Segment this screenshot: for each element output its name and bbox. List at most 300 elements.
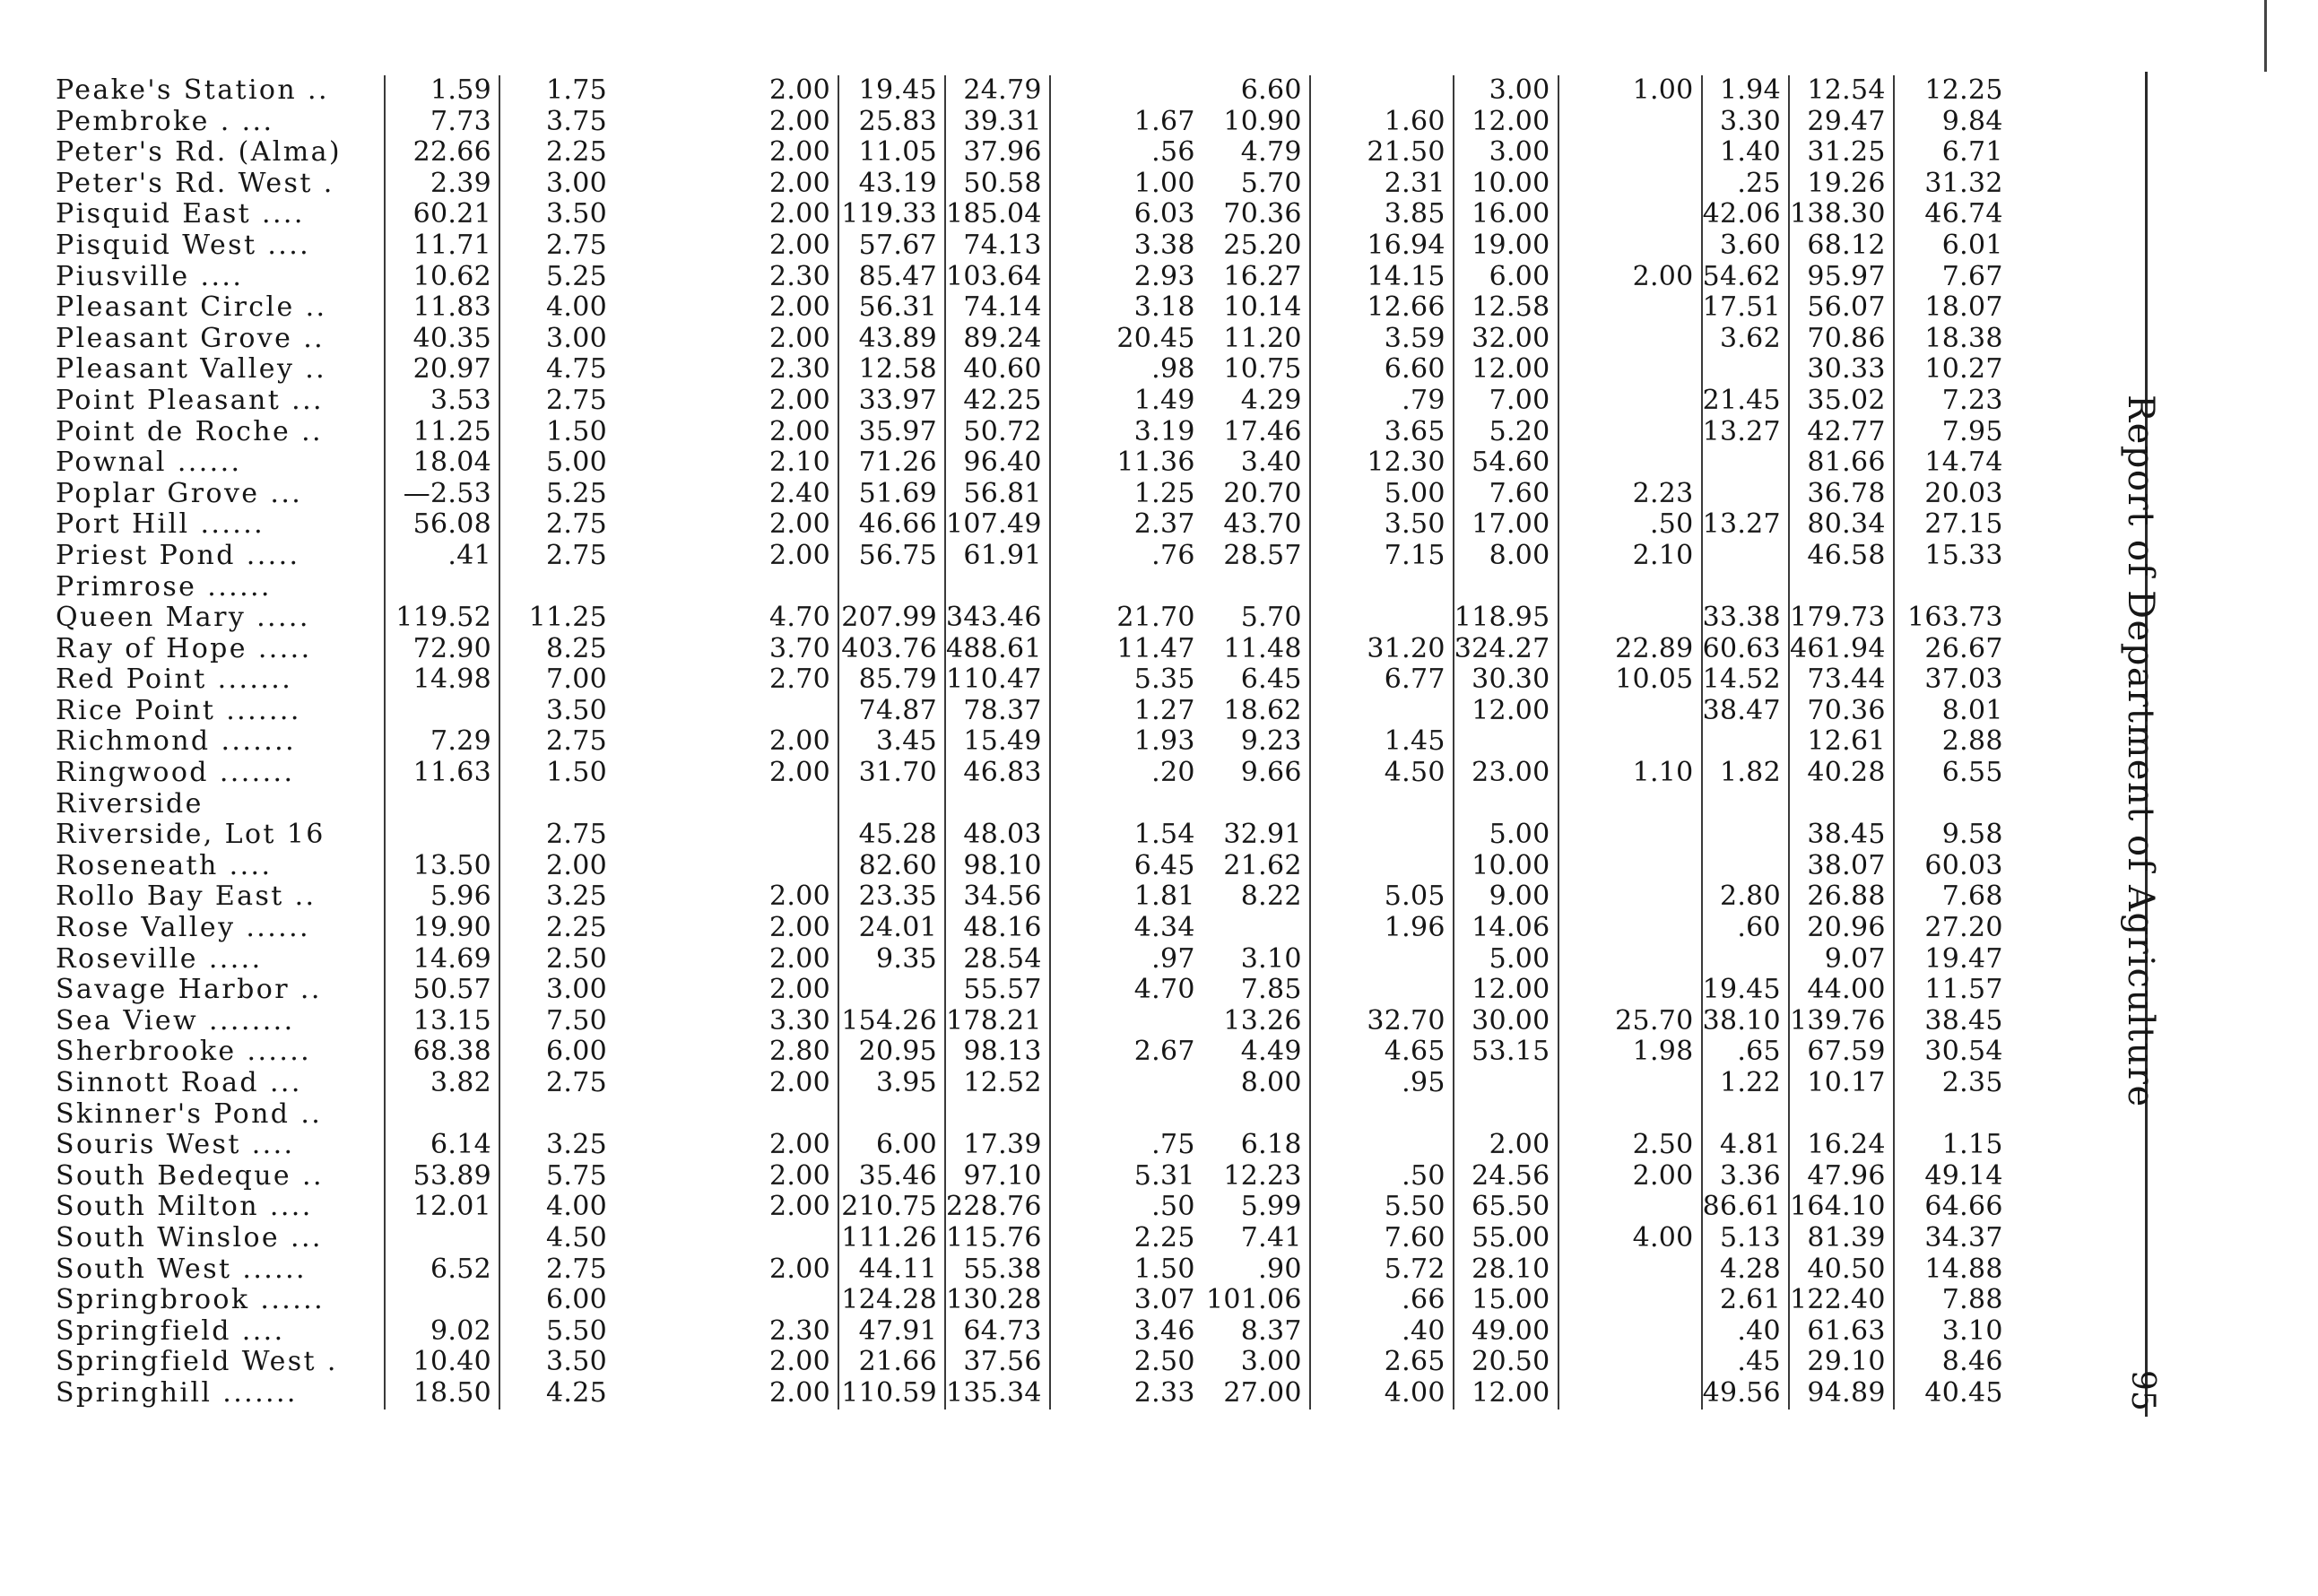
amount-cell-c3: 2.00 xyxy=(713,75,838,107)
amount-cell-c6: 21.70 xyxy=(1116,603,1195,634)
column-gap xyxy=(614,881,670,913)
column-gap xyxy=(614,262,670,293)
amount-cell-c5: 64.73 xyxy=(945,1316,1050,1348)
amount-cell-c13: 10.27 xyxy=(1924,354,2003,386)
amount-cell-c13: 37.03 xyxy=(1924,664,2003,696)
amount-cell-c6: 1.93 xyxy=(1133,726,1195,758)
locality-name: Pleasant Valley .. xyxy=(56,354,385,386)
column-gap xyxy=(614,1316,670,1348)
column-gap xyxy=(670,603,713,634)
amount-cell-c1 xyxy=(385,1285,499,1316)
amount-cell-c13: 6.71 xyxy=(1941,137,2003,169)
amount-cell-c5: 98.13 xyxy=(945,1037,1050,1068)
amount-cell-c12 xyxy=(1789,572,1894,603)
locality-name: Rose Valley ...... xyxy=(56,913,385,944)
column-gap xyxy=(670,1099,713,1131)
amount-cell-c3 xyxy=(713,1285,838,1316)
amount-cell-c6: 4.34 xyxy=(1133,913,1195,944)
amount-cell-c9: 3.00 xyxy=(1454,75,1558,107)
amount-cell-c5: 48.16 xyxy=(945,913,1050,944)
column-gap xyxy=(614,417,670,448)
amount-cell-c11 xyxy=(1702,1099,1789,1131)
amount-cell-c3: 2.00 xyxy=(713,1378,838,1410)
amount-cell-c12: 40.50 xyxy=(1789,1254,1894,1286)
amount-cell-c3: 4.70 xyxy=(713,603,838,634)
amount-cell-c4: 23.35 xyxy=(838,881,945,913)
column-gap xyxy=(614,1347,670,1378)
amount-cell-c6: 2.37 xyxy=(1133,509,1195,541)
amount-cell-c3: 2.00 xyxy=(713,417,838,448)
amount-cell-c3: 2.00 xyxy=(713,758,838,789)
amount-cell-c11 xyxy=(1702,726,1789,758)
amount-cell-c1: 18.50 xyxy=(385,1378,499,1410)
amount-cell-c2: 2.25 xyxy=(546,137,607,169)
amount-cell-c4: 45.28 xyxy=(838,820,945,851)
locality-name: Pleasant Grove .. xyxy=(56,324,385,355)
amount-cell-c5: 89.24 xyxy=(945,324,1050,355)
amount-cell-c2: 7.50 xyxy=(546,1005,607,1037)
amount-cell-c7: 5.70 xyxy=(1202,603,1310,634)
amount-cell-c8: .66 xyxy=(1310,1285,1454,1316)
amount-cell-c13: 3.10 xyxy=(1941,1315,2003,1347)
amount-cell-c1: 53.89 xyxy=(385,1161,499,1193)
table-row xyxy=(56,479,2010,510)
table-row xyxy=(56,386,2010,417)
amount-cell-c4: 46.66 xyxy=(838,509,945,541)
amount-cell-c8: 12.66 xyxy=(1310,292,1454,324)
column-gap xyxy=(614,169,670,200)
amount-cell-c8: 7.15 xyxy=(1310,541,1454,572)
amount-cell-c11: 19.45 xyxy=(1702,975,1789,1006)
table-row xyxy=(56,230,2010,262)
table-row xyxy=(56,324,2010,355)
amount-cell-c7: 10.90 xyxy=(1202,107,1310,138)
amount-cell-c4 xyxy=(838,975,945,1006)
amount-cell-c4: 35.46 xyxy=(838,1161,945,1193)
amount-cell-c12: 31.25 xyxy=(1789,137,1894,169)
amount-cell-c11: 3.30 xyxy=(1702,107,1789,138)
amount-cell-c6 xyxy=(1050,1006,1202,1037)
amount-cell-c9: 30.00 xyxy=(1454,1006,1558,1037)
locality-name: Ringwood ....... xyxy=(56,758,385,789)
locality-name: Peake's Station .. xyxy=(56,75,385,107)
column-gap xyxy=(670,199,713,230)
amount-cell-c11: 3.60 xyxy=(1702,230,1789,262)
amount-cell-c5: 34.56 xyxy=(945,881,1050,913)
column-gap xyxy=(614,1161,670,1193)
column-gap xyxy=(614,975,670,1006)
amount-cell-c11: 3.62 xyxy=(1702,324,1789,355)
amount-cell-c1: 6.14 xyxy=(385,1130,499,1161)
amount-cell-c10: 1.00 xyxy=(1558,75,1702,107)
amount-cell-c5: 78.37 xyxy=(945,696,1050,727)
amount-cell-c11: 17.51 xyxy=(1702,292,1789,324)
amount-cell-c12: 9.07 xyxy=(1789,944,1894,976)
amount-cell-c7: 20.70 xyxy=(1202,479,1310,510)
amount-cell-c11: 4.81 xyxy=(1702,1130,1789,1161)
column-gap xyxy=(670,851,713,882)
column-gap xyxy=(670,107,713,138)
table-row xyxy=(56,1161,2010,1193)
locality-name: Savage Harbor .. xyxy=(56,975,385,1006)
amount-cell-c8 xyxy=(1310,1099,1454,1131)
amount-cell-c13: 2.88 xyxy=(1941,726,2003,758)
running-title: Report of Department of Agriculture xyxy=(2120,395,2161,1108)
amount-cell-c4: 71.26 xyxy=(838,447,945,479)
amount-cell-c1: 2.39 xyxy=(385,169,499,200)
amount-cell-c10 xyxy=(1558,603,1702,634)
locality-name: Point de Roche .. xyxy=(56,417,385,448)
amount-cell-c2: 2.75 xyxy=(546,820,607,851)
amount-cell-c13: 7.68 xyxy=(1941,881,2003,913)
amount-cell-c5: 24.79 xyxy=(945,75,1050,107)
amount-cell-c8: 2.65 xyxy=(1310,1347,1454,1378)
amount-cell-c5: 97.10 xyxy=(945,1161,1050,1193)
amount-cell-c5: 48.03 xyxy=(945,820,1050,851)
amount-cell-c2: 8.25 xyxy=(546,633,607,664)
amount-cell-c9: 14.06 xyxy=(1454,913,1558,944)
amount-cell-c5: 40.60 xyxy=(945,354,1050,386)
amount-cell-c9: 32.00 xyxy=(1454,324,1558,355)
column-gap xyxy=(614,354,670,386)
amount-cell-c9: 20.50 xyxy=(1454,1347,1558,1378)
amount-cell-c13: 19.47 xyxy=(1924,943,2003,975)
amount-cell-c5: 61.91 xyxy=(945,541,1050,572)
column-gap xyxy=(614,479,670,510)
amount-cell-c8 xyxy=(1310,75,1454,107)
amount-cell-c5: 178.21 xyxy=(945,1006,1050,1037)
amount-cell-c6 xyxy=(1050,1068,1202,1099)
locality-name: Pisquid East .... xyxy=(56,199,385,230)
amount-cell-c7: 8.22 xyxy=(1202,881,1310,913)
column-gap xyxy=(614,944,670,976)
amount-cell-c8: 7.60 xyxy=(1310,1223,1454,1254)
column-gap xyxy=(670,758,713,789)
amount-cell-c7: 17.46 xyxy=(1202,417,1310,448)
amount-cell-c6: 1.27 xyxy=(1133,695,1195,726)
amount-cell-c6: 3.46 xyxy=(1133,1315,1195,1347)
amount-cell-c10 xyxy=(1558,417,1702,448)
amount-cell-c2: 2.75 xyxy=(546,509,607,541)
amount-cell-c1: 11.63 xyxy=(385,758,499,789)
amount-cell-c1 xyxy=(385,789,499,820)
amount-cell-c10: 2.50 xyxy=(1558,1130,1702,1161)
amount-cell-c2: 5.25 xyxy=(546,261,607,292)
amount-cell-c13: 163.73 xyxy=(1906,603,2003,634)
column-gap xyxy=(614,789,670,820)
amount-cell-c3: 2.00 xyxy=(713,292,838,324)
column-gap xyxy=(670,634,713,665)
locality-name: Pembroke . ... xyxy=(56,107,385,138)
column-gap xyxy=(670,169,713,200)
table-row xyxy=(56,262,2010,293)
amount-cell-c5: 37.96 xyxy=(945,137,1050,169)
table-row xyxy=(56,1068,2010,1099)
amount-cell-c13: 8.01 xyxy=(1941,695,2003,726)
locality-name: South Milton .... xyxy=(56,1192,385,1223)
amount-cell-c9: 17.00 xyxy=(1454,509,1558,541)
amount-cell-c8: 1.96 xyxy=(1310,913,1454,944)
column-gap xyxy=(670,354,713,386)
amount-cell-c7: 9.66 xyxy=(1202,758,1310,789)
amount-cell-c9: 19.00 xyxy=(1454,230,1558,262)
amount-cell-c13: 9.84 xyxy=(1941,106,2003,137)
amount-cell-c8: 21.50 xyxy=(1310,137,1454,169)
amount-cell-c11: 33.38 xyxy=(1702,603,1789,634)
amount-cell-c9: 7.00 xyxy=(1454,386,1558,417)
amount-cell-c2: 3.00 xyxy=(546,975,607,1006)
amount-cell-c6: .76 xyxy=(1151,540,1195,571)
amount-cell-c2 xyxy=(499,1099,614,1131)
amount-cell-c11 xyxy=(1702,820,1789,851)
amount-cell-c11: .65 xyxy=(1702,1037,1789,1068)
amount-cell-c11: 1.22 xyxy=(1702,1068,1789,1099)
column-gap xyxy=(614,509,670,541)
amount-cell-c5: 110.47 xyxy=(945,664,1050,696)
amount-cell-c13: 1.15 xyxy=(1941,1130,2003,1161)
amount-cell-c13: 30.54 xyxy=(1924,1037,2003,1068)
amount-cell-c8: 31.20 xyxy=(1310,634,1454,665)
amount-cell-c5: 50.58 xyxy=(945,169,1050,200)
column-gap xyxy=(614,1099,670,1131)
amount-cell-c11 xyxy=(1702,572,1789,603)
column-gap xyxy=(670,944,713,976)
amount-cell-c8: .50 xyxy=(1310,1161,1454,1193)
amount-cell-c8: 4.65 xyxy=(1310,1037,1454,1068)
locality-name: Port Hill ...... xyxy=(56,509,385,541)
amount-cell-c3: 2.00 xyxy=(713,137,838,169)
amount-cell-c12: 29.10 xyxy=(1789,1347,1894,1378)
amount-cell-c3: 2.00 xyxy=(713,199,838,230)
amount-cell-c4: 9.35 xyxy=(838,944,945,976)
amount-cell-c3: 2.00 xyxy=(713,881,838,913)
amount-cell-c1: 19.90 xyxy=(385,913,499,944)
amount-cell-c1: 3.82 xyxy=(385,1068,499,1099)
amount-cell-c3: 2.00 xyxy=(713,913,838,944)
amount-cell-c7 xyxy=(1202,1099,1310,1131)
amount-cell-c11: 42.06 xyxy=(1702,199,1789,230)
amount-cell-c3: 2.40 xyxy=(713,479,838,510)
table-row xyxy=(56,820,2010,851)
amount-cell-c7: 7.85 xyxy=(1202,975,1310,1006)
amount-cell-c7: 27.00 xyxy=(1202,1378,1310,1410)
amount-cell-c6: 1.50 xyxy=(1133,1253,1195,1285)
amount-cell-c4: 25.83 xyxy=(838,107,945,138)
amount-cell-c1: 5.96 xyxy=(385,881,499,913)
column-gap xyxy=(670,1316,713,1348)
amount-cell-c12: 46.58 xyxy=(1789,541,1894,572)
amount-cell-c13: 18.07 xyxy=(1924,292,2003,324)
amount-cell-c3 xyxy=(713,820,838,851)
amount-cell-c1: 10.40 xyxy=(385,1347,499,1378)
amount-cell-c3: 2.00 xyxy=(713,1130,838,1161)
amount-cell-c13: 18.38 xyxy=(1924,323,2003,354)
amount-cell-c3: 2.00 xyxy=(713,509,838,541)
amount-cell-c10 xyxy=(1558,1068,1702,1099)
amount-cell-c5: 42.25 xyxy=(945,386,1050,417)
amount-cell-c1: 14.98 xyxy=(385,664,499,696)
amount-cell-c1: 3.53 xyxy=(385,386,499,417)
column-gap xyxy=(614,199,670,230)
amount-cell-c5: 12.52 xyxy=(945,1068,1050,1099)
table-row xyxy=(56,417,2010,448)
amount-cell-c12: 56.07 xyxy=(1789,292,1894,324)
locality-name: Sherbrooke ...... xyxy=(56,1037,385,1068)
column-gap xyxy=(670,1130,713,1161)
amount-cell-c3: 2.00 xyxy=(713,1068,838,1099)
amount-cell-c1: 11.25 xyxy=(385,417,499,448)
amount-cell-c13: 7.95 xyxy=(1941,416,2003,447)
amount-cell-c11: 2.61 xyxy=(1702,1285,1789,1316)
amount-cell-c9: 49.00 xyxy=(1454,1316,1558,1348)
amount-cell-c10: 25.70 xyxy=(1558,1006,1702,1037)
locality-name: Riverside, Lot 16 xyxy=(56,820,385,851)
table-row xyxy=(56,1316,2010,1348)
locality-name: Pleasant Circle .. xyxy=(56,292,385,324)
column-gap xyxy=(614,851,670,882)
scan-edge-mark xyxy=(2264,0,2267,72)
table-row xyxy=(56,572,2010,603)
locality-name: Priest Pond ..... xyxy=(56,541,385,572)
amount-cell-c5: 46.83 xyxy=(945,758,1050,789)
amount-cell-c11: 13.27 xyxy=(1702,417,1789,448)
amount-cell-c8: 6.77 xyxy=(1310,664,1454,696)
amount-cell-c2: 3.50 xyxy=(546,199,607,230)
amount-cell-c2: 2.75 xyxy=(546,1253,607,1285)
amount-cell-c7: 5.99 xyxy=(1202,1192,1310,1223)
amount-cell-c11 xyxy=(1702,541,1789,572)
amount-cell-c1: 68.38 xyxy=(385,1037,499,1068)
amount-cell-c13: 27.15 xyxy=(1924,509,2003,541)
amount-cell-c7: 4.79 xyxy=(1202,137,1310,169)
amount-cell-c10: 22.89 xyxy=(1558,634,1702,665)
amount-cell-c6: 1.49 xyxy=(1133,385,1195,416)
amount-cell-c8: 32.70 xyxy=(1310,1006,1454,1037)
column-gap xyxy=(614,1192,670,1223)
amount-cell-c13: 7.23 xyxy=(1941,385,2003,416)
amount-cell-c10: 2.10 xyxy=(1558,541,1702,572)
amount-cell-c11: .25 xyxy=(1702,169,1789,200)
amount-cell-c8: .79 xyxy=(1310,386,1454,417)
amount-cell-c6: 1.67 xyxy=(1133,106,1195,137)
amount-cell-c1 xyxy=(385,696,499,727)
amount-cell-c2: 7.00 xyxy=(546,664,607,696)
amount-cell-c3: 2.00 xyxy=(713,324,838,355)
amount-cell-c9: 12.00 xyxy=(1454,1378,1558,1410)
column-gap xyxy=(670,479,713,510)
locality-name: Roseville ..... xyxy=(56,944,385,976)
amount-cell-c6: 4.70 xyxy=(1133,975,1195,1006)
amount-cell-c5: 28.54 xyxy=(945,944,1050,976)
amount-cell-c5: 96.40 xyxy=(945,447,1050,479)
table-row xyxy=(56,1130,2010,1161)
amount-cell-c12: 12.54 xyxy=(1789,75,1894,107)
amount-cell-c9: 6.00 xyxy=(1454,262,1558,293)
amount-cell-c11: 14.52 xyxy=(1702,664,1789,696)
amount-cell-c5: 55.57 xyxy=(945,975,1050,1006)
amount-cell-c13 xyxy=(1894,572,2010,603)
column-gap xyxy=(670,572,713,603)
amount-cell-c11 xyxy=(1702,479,1789,510)
amount-cell-c10 xyxy=(1558,107,1702,138)
amount-cell-c13 xyxy=(1894,1099,2010,1131)
amount-cell-c5: 115.76 xyxy=(945,1223,1050,1254)
amount-cell-c9 xyxy=(1454,1099,1558,1131)
amount-cell-c12 xyxy=(1789,1099,1894,1131)
column-gap xyxy=(614,634,670,665)
amount-cell-c11: 54.62 xyxy=(1702,262,1789,293)
amount-cell-c2 xyxy=(499,572,614,603)
amount-cell-c3: 2.00 xyxy=(713,1161,838,1193)
amount-cell-c6 xyxy=(1050,789,1202,820)
amount-cell-c6: 20.45 xyxy=(1116,323,1195,354)
amount-cell-c13: 38.45 xyxy=(1924,1005,2003,1037)
amount-cell-c11: 86.61 xyxy=(1702,1192,1789,1223)
amount-cell-c8 xyxy=(1310,1130,1454,1161)
column-gap xyxy=(670,975,713,1006)
amount-cell-c4: 119.33 xyxy=(838,199,945,230)
amount-cell-c5 xyxy=(945,1099,1050,1131)
amount-cell-c3: 2.30 xyxy=(713,262,838,293)
amount-cell-c4: 51.69 xyxy=(838,479,945,510)
amount-cell-c1 xyxy=(385,820,499,851)
column-gap xyxy=(614,603,670,634)
amount-cell-c9 xyxy=(1454,789,1558,820)
amount-cell-c8: 16.94 xyxy=(1310,230,1454,262)
column-gap xyxy=(670,509,713,541)
amount-cell-c8: 3.85 xyxy=(1310,199,1454,230)
column-gap xyxy=(670,386,713,417)
amount-cell-c12: 95.97 xyxy=(1789,262,1894,293)
amount-cell-c9: 2.00 xyxy=(1454,1130,1558,1161)
locality-name: South Bedeque .. xyxy=(56,1161,385,1193)
amount-cell-c1: 72.90 xyxy=(385,634,499,665)
amount-cell-c12: 42.77 xyxy=(1789,417,1894,448)
amount-cell-c8: 6.60 xyxy=(1310,354,1454,386)
amount-cell-c5: 107.49 xyxy=(945,509,1050,541)
amount-cell-c4 xyxy=(838,1099,945,1131)
amount-cell-c6: 1.25 xyxy=(1133,478,1195,509)
amount-cell-c10 xyxy=(1558,169,1702,200)
amount-cell-c6: 6.03 xyxy=(1133,199,1195,230)
amount-cell-c5: 98.10 xyxy=(945,851,1050,882)
amount-cell-c11: 5.13 xyxy=(1702,1223,1789,1254)
amount-cell-c4: 154.26 xyxy=(838,1006,945,1037)
column-gap xyxy=(670,664,713,696)
table-row xyxy=(56,1037,2010,1068)
amount-cell-c5: 488.61 xyxy=(945,634,1050,665)
amount-cell-c1: 40.35 xyxy=(385,324,499,355)
column-gap xyxy=(614,107,670,138)
amount-cell-c3: 2.30 xyxy=(713,1316,838,1348)
column-gap xyxy=(670,1068,713,1099)
amount-cell-c2: 2.50 xyxy=(546,943,607,975)
amount-cell-c7: 8.37 xyxy=(1202,1316,1310,1348)
amount-cell-c3: 2.00 xyxy=(713,726,838,758)
amount-cell-c9: 5.00 xyxy=(1454,820,1558,851)
amount-cell-c6: 1.00 xyxy=(1133,168,1195,199)
amount-cell-c1: 11.71 xyxy=(385,230,499,262)
amount-cell-c5: 135.34 xyxy=(945,1378,1050,1410)
amount-cell-c8 xyxy=(1310,851,1454,882)
amount-cell-c10: .50 xyxy=(1558,509,1702,541)
amount-cell-c2: 3.00 xyxy=(546,323,607,354)
amount-cell-c4: 35.97 xyxy=(838,417,945,448)
amount-cell-c4: 33.97 xyxy=(838,386,945,417)
amount-cell-c6: 3.38 xyxy=(1133,230,1195,261)
table-row xyxy=(56,137,2010,169)
amount-cell-c13: 12.25 xyxy=(1924,75,2003,106)
